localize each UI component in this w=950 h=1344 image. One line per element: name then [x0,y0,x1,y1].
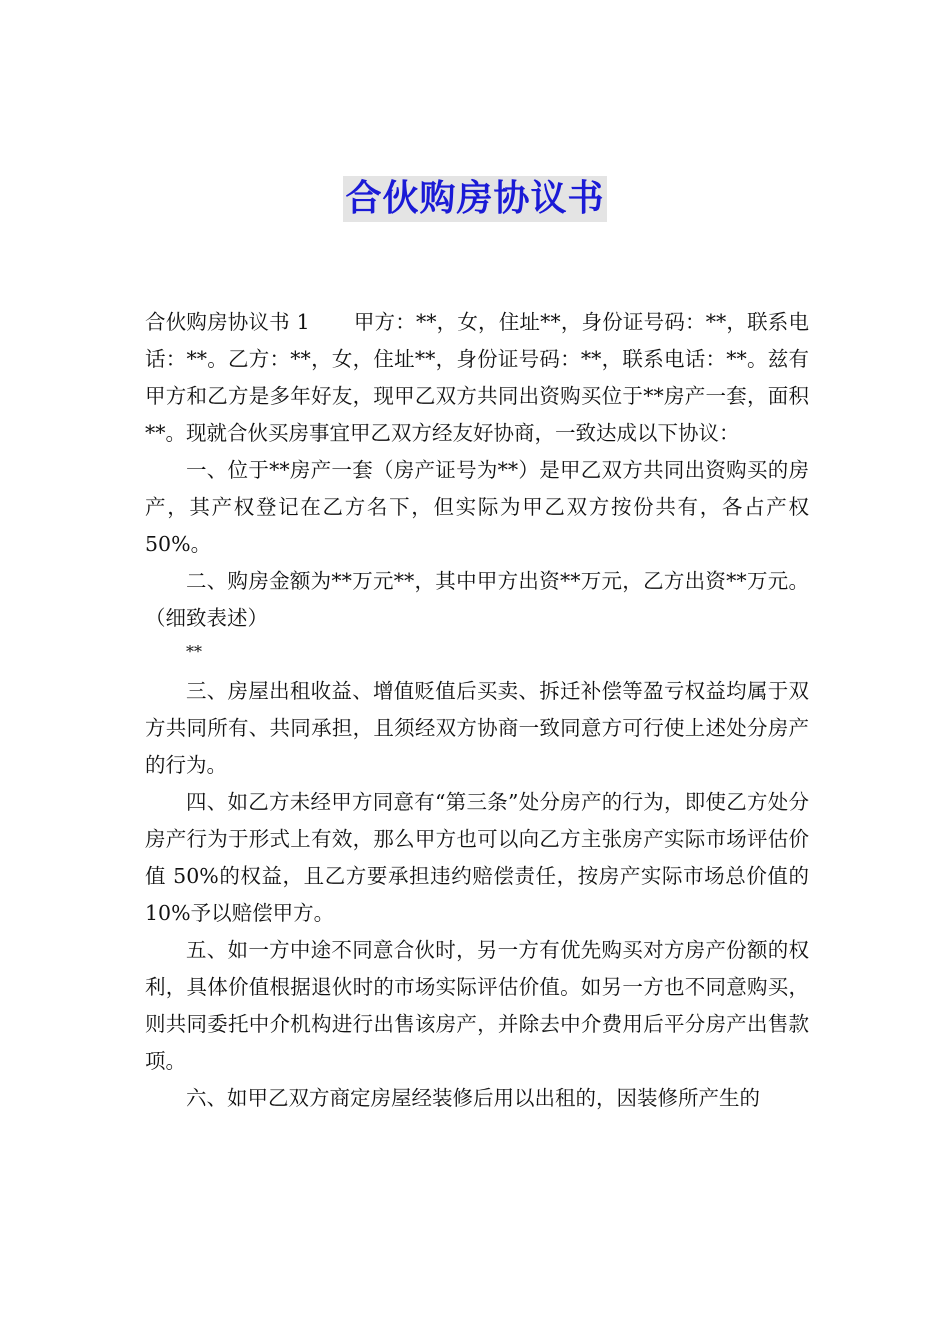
clause-1: 一、位于**房产一套（房产证号为**）是甲乙双方共同出资购买的房产，其产权登记在乙方名下，但实际为甲乙双方按份共有，各占产权 50%。 [145,458,809,556]
clause-2-placeholder: ** [186,642,202,661]
document-title: 合伙购房协议书 [343,176,606,222]
intro-label: 合伙购房协议书 1 [145,310,310,334]
clause-6: 六、如甲乙双方商定房屋经装修后用以出租的，因装修所产生的 [186,1086,760,1110]
document-body [145,304,809,1117]
intro-text: 甲方：**，女，住址**，身份证号码：**，联系电话：**。乙方：**，女，住址**，身份证号码：**，联系电话：**。兹有甲方和乙方是多年好友，现甲乙双方共同出资购买位于**房产一套，面积**。现就合伙买房事宜甲乙双方经友好协商，一致达成以下协议： [145,310,810,445]
clause-4: 四、如乙方未经甲方同意有“第三条”处分房产的行为，即使乙方处分房产行为于形式上有效，那么甲方也可以向乙方主张房产实际市场评估价值 50%的权益，且乙方要承担违约赔偿责任，按房产实际市场总价值的 10%予以赔偿甲方。 [145,790,809,925]
clause-2: 二、购房金额为**万元**，其中甲方出资**万元，乙方出资**万元。（细致表述） [145,569,809,630]
intro-paragraph [145,304,809,452]
clause-5: 五、如一方中途不同意合伙时，另一方有优先购买对方房产份额的权利，具体价值根据退伙时的市场实际评估价值。如另一方也不同意购买，则共同委托中介机构进行出售该房产，并除去中介费用后平分房产出售款项。 [145,938,809,1073]
clause-3: 三、房屋出租收益、增值贬值后买卖、拆迁补偿等盈亏权益均属于双方共同所有、共同承担，且须经双方协商一致同意方可行使上述处分房产的行为。 [145,679,809,777]
title-container [0,176,950,222]
